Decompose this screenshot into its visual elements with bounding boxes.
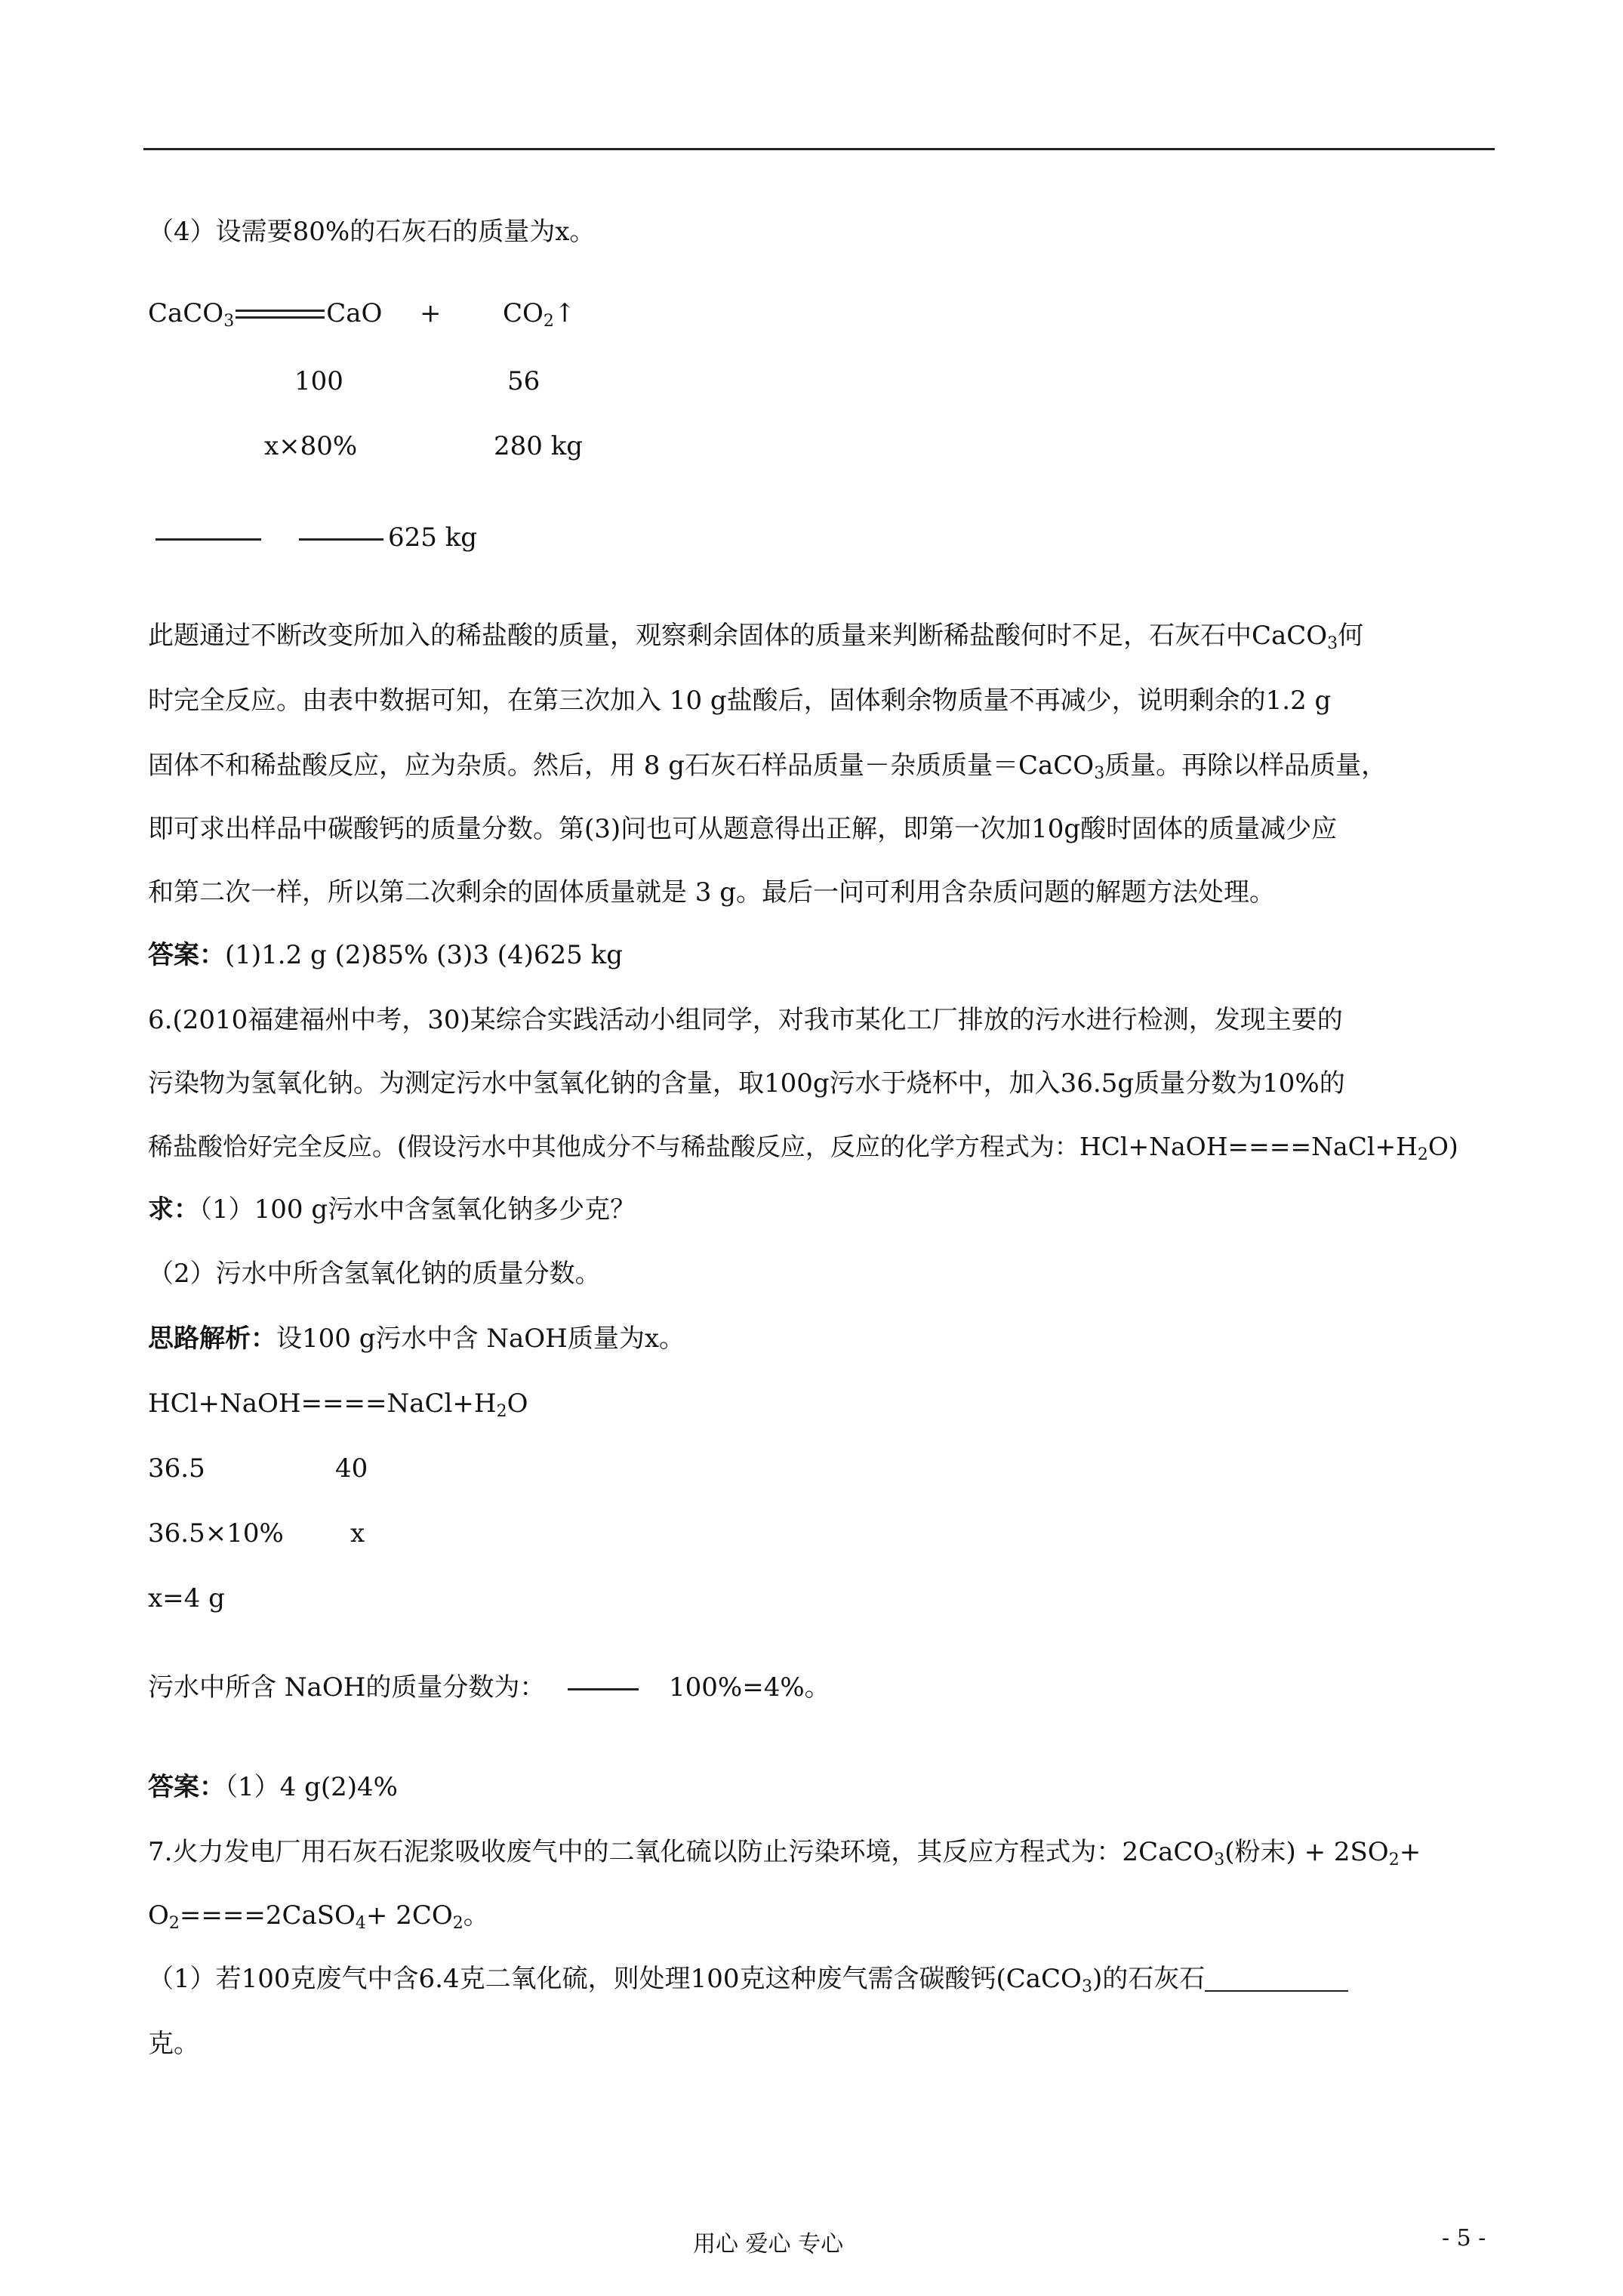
text: 设100 g污水中含 NaOH质量为x。 (276, 1324, 685, 1354)
explain-line-2: 时完全反应。由表中数据可知，在第三次加入 10 g盐酸后，固体剩余物质量不再减少，说明剩余的1.2 g (148, 686, 1332, 716)
text: + 2CO (365, 1900, 453, 1931)
subscript: 3 (223, 312, 235, 331)
reaction-sign (236, 310, 325, 320)
explain-line-4: 即可求出样品中碳酸钙的质量分数。第(3)问也可从题意得出正解，即第一次加10g酸时固体的质量减少应 (148, 814, 1338, 844)
page-number: - 5 - (1442, 2225, 1486, 2251)
subscript: 2 (168, 1914, 180, 1933)
explain-line-3 (148, 750, 1387, 783)
subscript: 4 (355, 1914, 366, 1933)
q7-line-4: 克。 (148, 2029, 199, 2059)
subscript: 3 (1214, 1851, 1225, 1869)
q6-line-1: 6.(2010福建福州中考，30)某综合实践活动小组同学，对我市某化工厂排放的污水进行检测，发现主要的 (148, 1005, 1343, 1035)
fraction-line-1 (156, 538, 261, 541)
answer-5 (148, 942, 623, 968)
equation-caco3 (148, 298, 383, 331)
mass-280kg: 280 kg (494, 431, 584, 461)
x-times-80: x×80% (264, 431, 358, 461)
subscript: 3 (1081, 1977, 1092, 1996)
co2-text: CO (503, 298, 544, 328)
q7-line-3 (148, 1964, 1348, 1996)
subscript: 2 (1388, 1851, 1400, 1869)
answer-blank[interactable] (1205, 1969, 1348, 1992)
q6-line-4 (148, 1194, 636, 1225)
text: 质量。再除以样品质量， (1104, 750, 1387, 781)
text: 。 (463, 1900, 489, 1931)
mass-40: 40 (335, 1453, 368, 1484)
text: 7.火力发电厂用石灰石泥浆吸收废气中的二氧化硫以防止污染环境，其反应方程式为：2CaCO (148, 1837, 1215, 1867)
subscript: 2 (452, 1914, 463, 1933)
formula-cao: CaO (326, 298, 383, 328)
plus-sign: + (420, 298, 442, 328)
mass-fraction-line: 污水中所含 NaOH的质量分数为： (148, 1672, 546, 1703)
explain-line-1 (148, 621, 1364, 653)
q6-solution (148, 1324, 685, 1354)
q4-intro: （4）设需要80%的石灰石的质量为x。 (148, 217, 596, 247)
subscript: 2 (543, 312, 554, 331)
formula-caco3: CaCO (148, 298, 224, 328)
text: ====2CaSO (179, 1900, 356, 1931)
mass-fraction-result: 100%=4%。 (669, 1672, 830, 1703)
text: 固体不和稀盐酸反应，应为杂质。然后，用 8 g石灰石样品质量－杂质质量＝CaCO (148, 750, 1095, 781)
subscript: 2 (496, 1402, 507, 1421)
text: + (1399, 1837, 1421, 1867)
answer-text: （1）4 g(2)4% (225, 1772, 398, 1802)
gas-arrow-icon: ↑ (553, 298, 576, 328)
subscript: 2 (1417, 1145, 1428, 1164)
text: 何 (1338, 621, 1364, 651)
mass-56: 56 (507, 366, 540, 396)
q7-line-2 (148, 1900, 489, 1933)
q7-line-1 (148, 1837, 1421, 1869)
text: O (507, 1388, 528, 1419)
explain-line-5: 和第二次一样，所以第二次剩余的固体质量就是 3 g。最后一问可利用含杂质问题的解题方法处理。 (148, 877, 1276, 908)
text: O) (1427, 1132, 1458, 1161)
text: (粉末) + 2SO (1224, 1837, 1389, 1867)
footer-motto: 用心 爱心 专心 (693, 2231, 844, 2257)
q6-line-2: 污染物为氢氧化钠。为测定污水中氢氧化钠的含量，取100g污水于烧杯中，加入36.5g质量分数为10%的 (148, 1068, 1345, 1099)
text: 稀盐酸恰好完全反应。(假设污水中其他成分不与稀盐酸反应，反应的化学方程式为：HCl+NaOH====NaCl+H (148, 1132, 1418, 1161)
solution-label: 思路解析： (148, 1324, 276, 1354)
ask-label: 求： (148, 1194, 199, 1225)
x-result: x=4 g (148, 1583, 225, 1613)
text: HCl+NaOH====NaCl+H (148, 1388, 497, 1419)
text: )的石灰石 (1092, 1964, 1206, 1994)
text: O (148, 1900, 169, 1931)
header-rule (143, 148, 1495, 150)
fraction-line-3 (568, 1688, 639, 1690)
q6-line-3 (148, 1132, 1458, 1164)
result-625kg: 625 kg (388, 522, 478, 553)
mass-36-5-10pct: 36.5×10% (148, 1518, 284, 1549)
formula-co2 (503, 298, 576, 331)
mass-100: 100 (294, 366, 343, 396)
answer-label: 答案： (148, 940, 225, 970)
subscript: 3 (1327, 634, 1338, 653)
mass-36-5: 36.5 (148, 1453, 205, 1484)
q6-equation (148, 1388, 528, 1421)
q6-line-5: （2）污水中所含氢氧化钠的质量分数。 (148, 1259, 601, 1289)
unknown-x: x (350, 1518, 365, 1549)
answer-6 (148, 1774, 398, 1800)
answer-text: (1)1.2 g (2)85% (3)3 (4)625 kg (225, 940, 623, 970)
text: 此题通过不断改变所加入的稀盐酸的质量，观察剩余固体的质量来判断稀盐酸何时不足，石灰石中CaCO (148, 621, 1328, 651)
text: （1）若100克废气中含6.4克二氧化硫，则处理100克这种废气需含碳酸钙(CaCO (148, 1964, 1082, 1994)
subscript: 3 (1094, 764, 1105, 783)
text: （1）100 g污水中含氢氧化钠多少克？ (199, 1194, 636, 1225)
answer-label: 答案： (148, 1772, 225, 1802)
fraction-line-2 (299, 538, 383, 541)
